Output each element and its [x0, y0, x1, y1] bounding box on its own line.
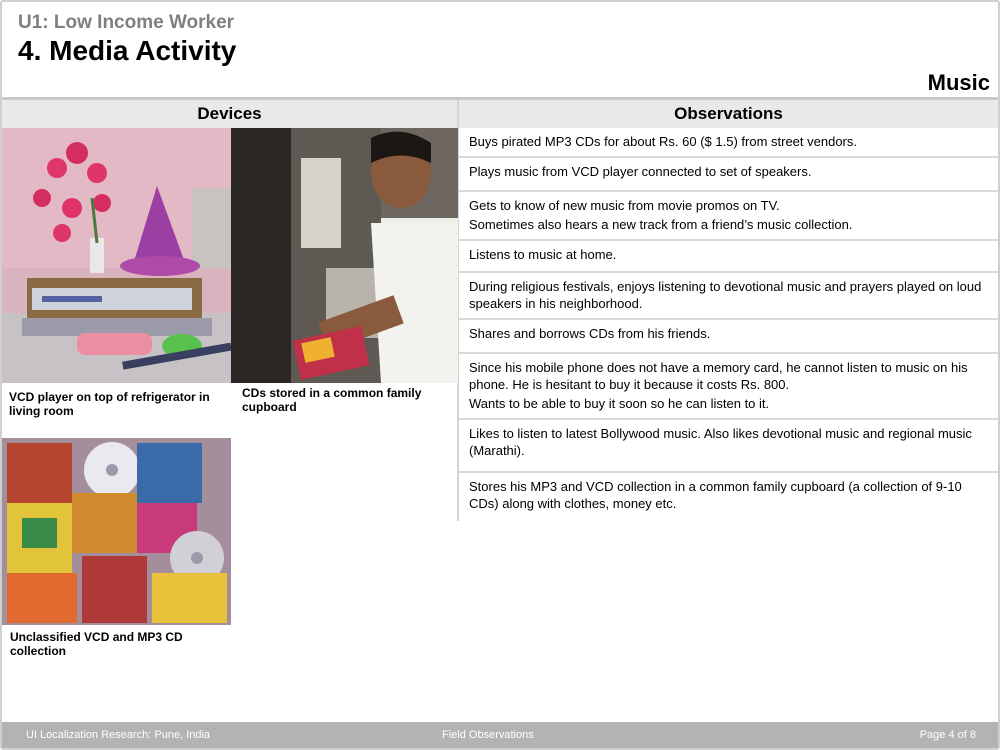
devices-column-header: Devices — [2, 100, 457, 128]
observations-list — [459, 128, 998, 518]
observation-item — [459, 241, 998, 273]
observation-item — [459, 273, 998, 320]
observation-text: Listens to music at home. — [469, 247, 617, 262]
observation-text: Wants to be able to buy it soon so he can listen to it. — [469, 396, 770, 411]
observation-text: During religious festivals, enjoys listening to devotional music and prayers played on loud speakers in his neighborhood. — [469, 279, 982, 311]
observation-text: Plays music from VCD player connected to set of speakers. — [469, 164, 812, 179]
observation-text: Buys pirated MP3 CDs for about Rs. 60 ($ 1.5) from street vendors. — [469, 134, 857, 149]
user-profile-subtitle: U1: Low Income Worker — [18, 12, 235, 33]
observations-column-header: Observations — [459, 100, 998, 128]
observation-text: Likes to listen to latest Bollywood music. Also likes devotional music and regional music (Marathi). — [469, 426, 972, 458]
observation-text: Shares and borrows CDs from his friends. — [469, 326, 711, 341]
footer-section: Field Observations — [442, 729, 534, 741]
observation-text: Sometimes also hears a new track from a friend’s music collection. — [469, 217, 853, 232]
observation-text: Stores his MP3 and VCD collection in a common family cupboard (a collection of 9-10 CDs) along with clothes, money etc. — [469, 479, 962, 511]
photo-caption: VCD player on top of refrigerator in living room — [9, 390, 210, 418]
observation-item — [459, 420, 998, 473]
page-number: Page 4 of 8 — [919, 729, 976, 741]
observation-item — [459, 192, 998, 241]
observation-text: Gets to know of new music from movie promos on TV. — [469, 198, 780, 213]
observation-item — [459, 320, 998, 354]
observation-item — [459, 473, 998, 518]
footer-bar — [2, 722, 998, 748]
photo-caption: Unclassified VCD and MP3 CD collection — [10, 630, 183, 658]
footer-project: UI Localization Research: Pune, India — [26, 729, 211, 741]
photo-caption: CDs stored in a common family cupboard — [242, 386, 422, 414]
cd-cupboard-photo — [231, 128, 458, 383]
page-title: 4. Media Activity — [18, 35, 237, 66]
observation-item — [459, 354, 998, 420]
observation-text: Since his mobile phone does not have a memory card, he cannot listen to music on his phone. He is hesitant to buy it because it costs Rs. 800. — [469, 360, 968, 392]
cd-collection-photo — [2, 438, 231, 625]
observation-item — [459, 128, 998, 158]
vcd-player-photo — [2, 128, 231, 383]
observation-item — [459, 158, 998, 192]
section-label: Music — [927, 70, 990, 95]
